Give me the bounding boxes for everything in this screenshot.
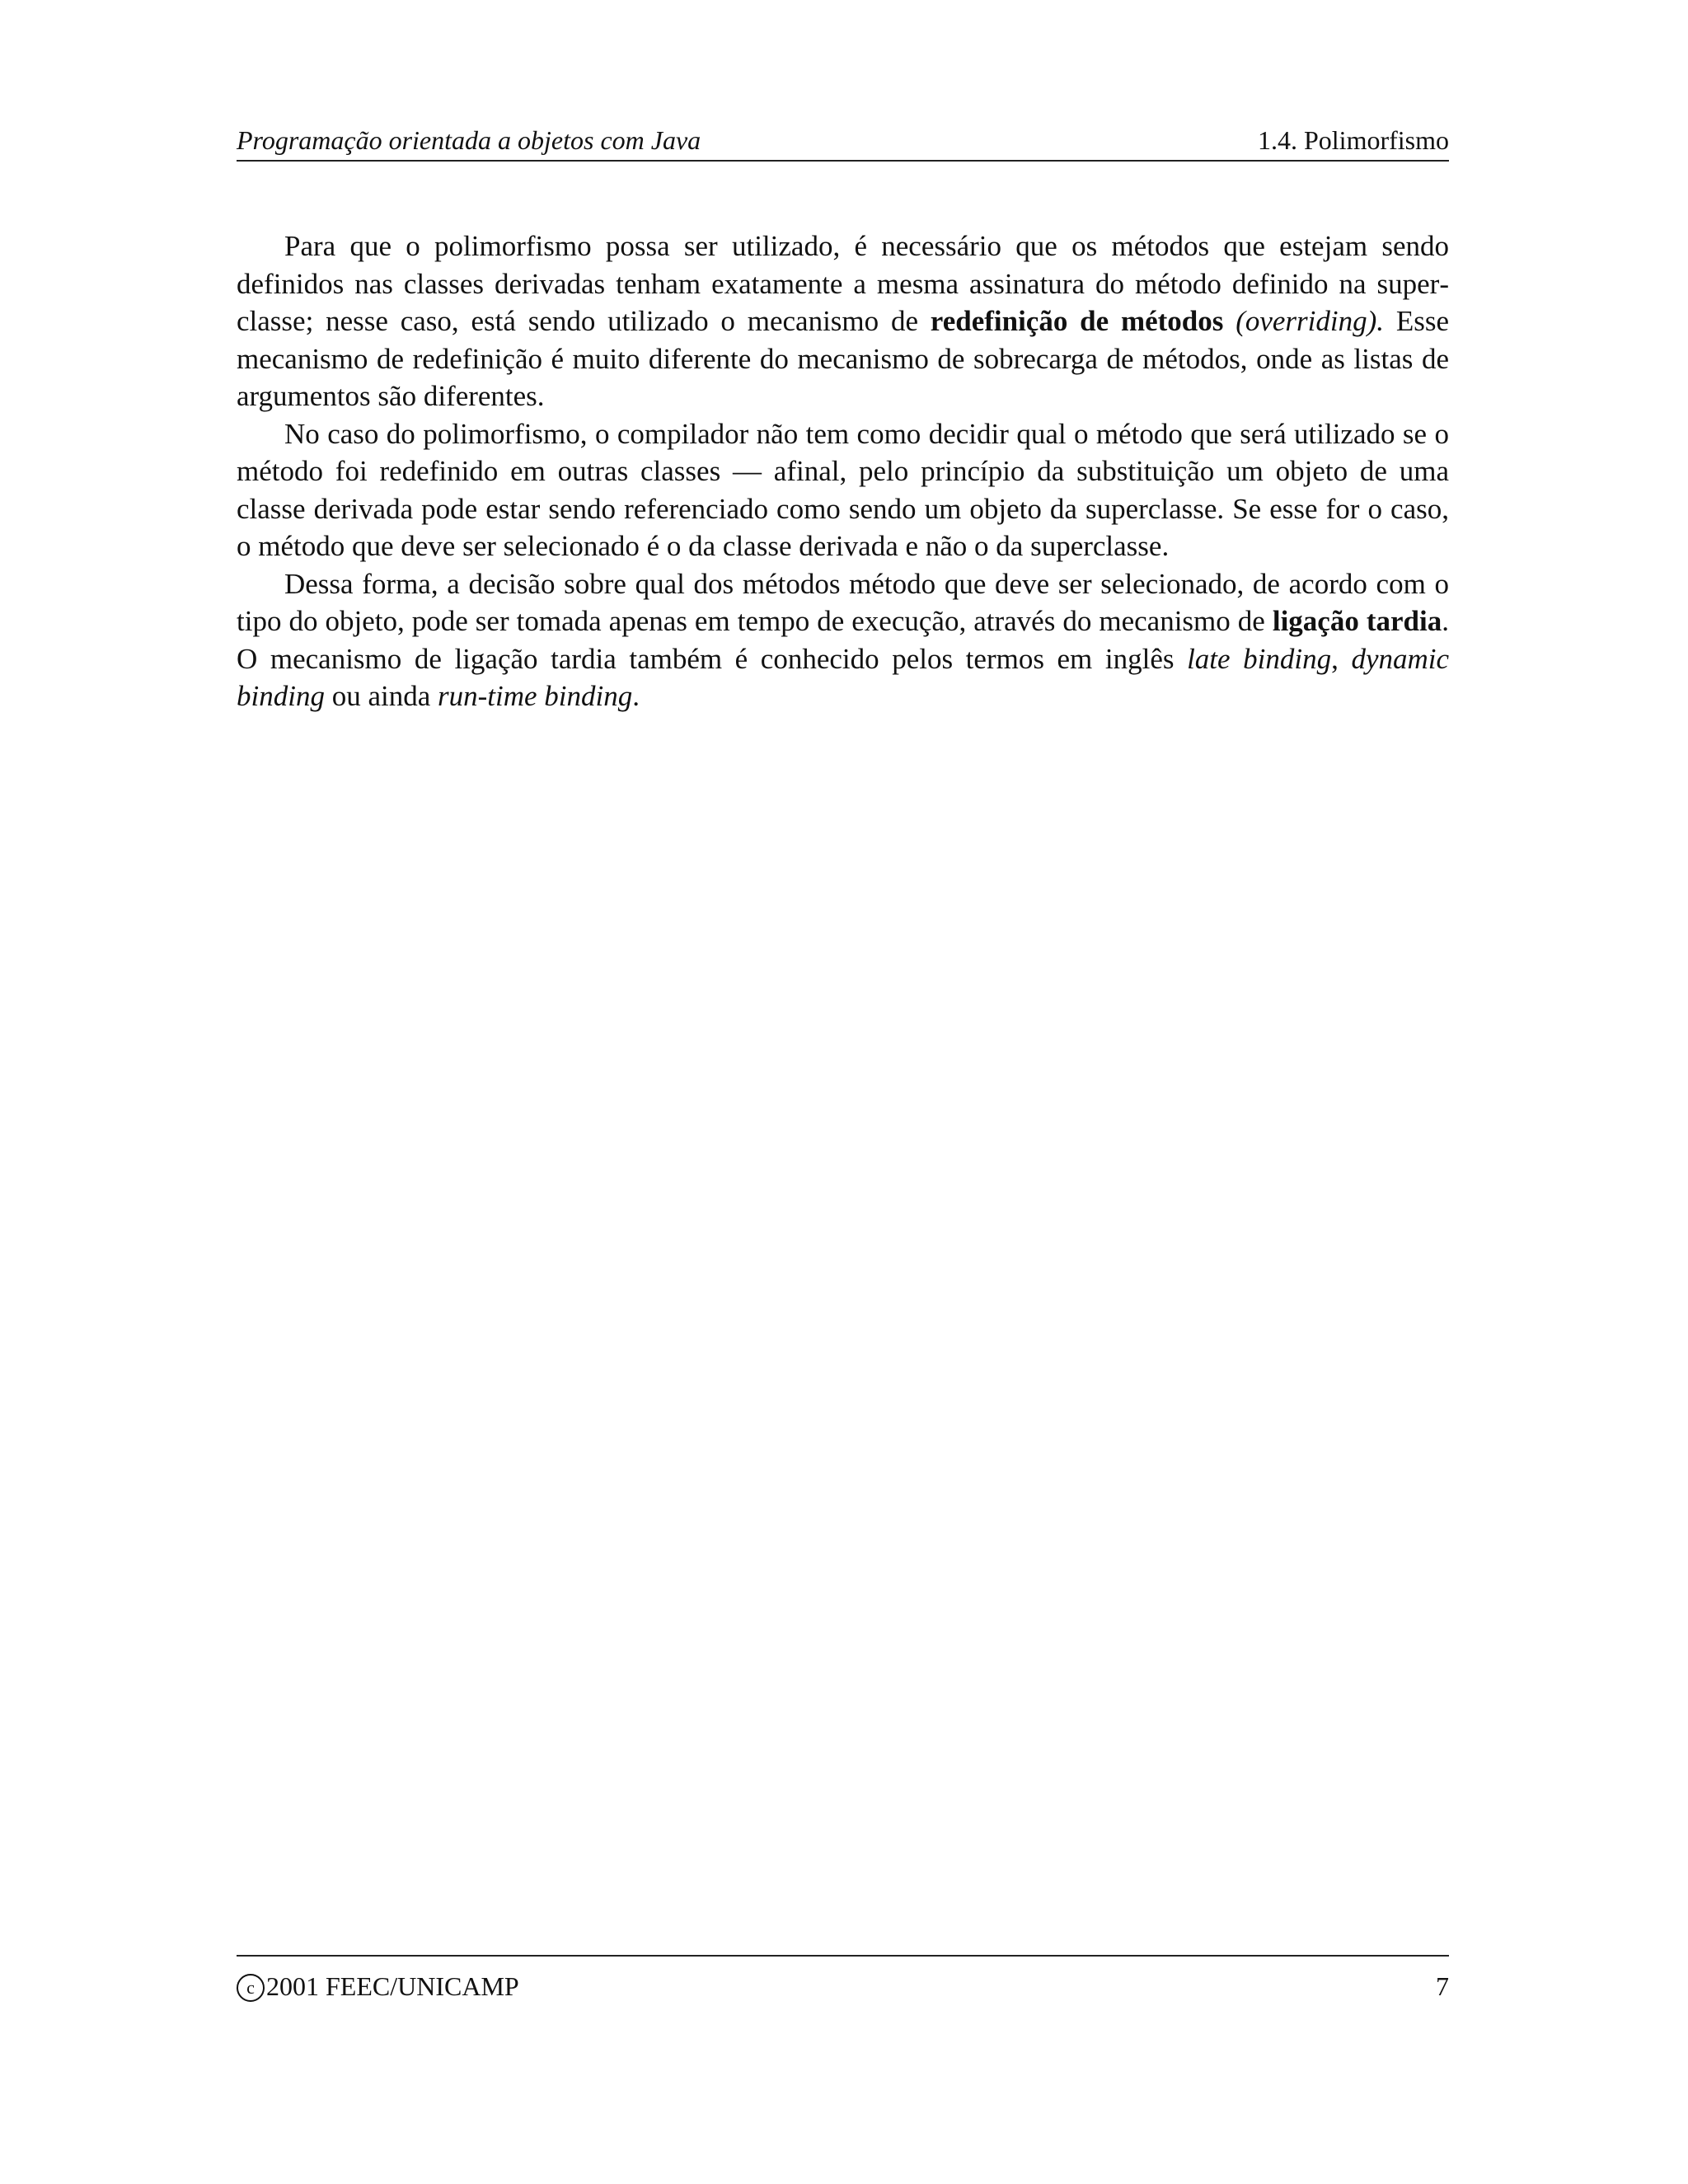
term-redefinicao-de-metodos: redefinição de métodos (930, 305, 1224, 337)
term-overriding: (overriding). (1236, 305, 1385, 337)
paragraph-3-text-e: . (632, 680, 640, 712)
header-book-title: Programação orientada a objetos com Java (237, 125, 701, 155)
page-footer (237, 1955, 1449, 2001)
footer-copyright-text: 2001 FEEC/UNICAMP (266, 1971, 519, 2001)
page-number: 7 (1436, 1971, 1449, 2001)
body-text (237, 227, 1449, 715)
term-late-binding: late binding (1187, 642, 1332, 675)
header-section-title: 1.4. Polimorfismo (1257, 125, 1449, 155)
paragraph-1-text-a: Para que o polimorfismo possa ser utilizado, é necessário que os métodos que estejam sendo definidos nas classes derivadas tenham exatamente a mesma assinatura do método definido na superclasse; nesse caso, está sendo utilizado o mecanismo de (237, 230, 1449, 337)
term-ligacao-tardia: ligação tardia (1272, 605, 1442, 637)
paragraph-2: No caso do polimorfismo, o compilador não tem como decidir qual o método que será utilizado se o método foi redefinido em outras classes — afinal, pelo princípio da substituição um objeto de uma classe derivada pode estar sendo referenciado como sendo um objeto da superclasse. Se esse for o caso, o método que deve ser selecionado é o da classe derivada e não o da superclasse. (237, 417, 1449, 562)
paragraph-1-text-b: Esse mecanismo de redefinição é muito diferente do mecanismo de sobrecarga de métodos, onde as listas de argumentos são diferentes. (237, 305, 1449, 412)
term-dynamic-binding: dynamic binding (237, 642, 1450, 712)
footer-copyright (237, 1966, 519, 2006)
term-run-time-binding: run-time binding (438, 680, 633, 712)
paragraph-3-text-a: Dessa forma, a decisão sobre qual dos métodos método que deve ser selecionado, de acordo com o tipo do objeto, pode ser tomada apenas em tempo de execução, através do mecanismo de (237, 567, 1449, 637)
paragraph-3-text-d: ou ainda (324, 680, 438, 712)
paragraph-3-text-b: . O mecanismo de ligação tardia também é conhecido pelos termos em inglês (237, 605, 1449, 675)
paragraph-3 (237, 565, 1449, 715)
running-header (237, 120, 1449, 162)
copyright-icon: c (237, 1974, 265, 2002)
paragraph-1 (237, 227, 1449, 415)
paragraph-3-text-c: , (1331, 642, 1352, 675)
